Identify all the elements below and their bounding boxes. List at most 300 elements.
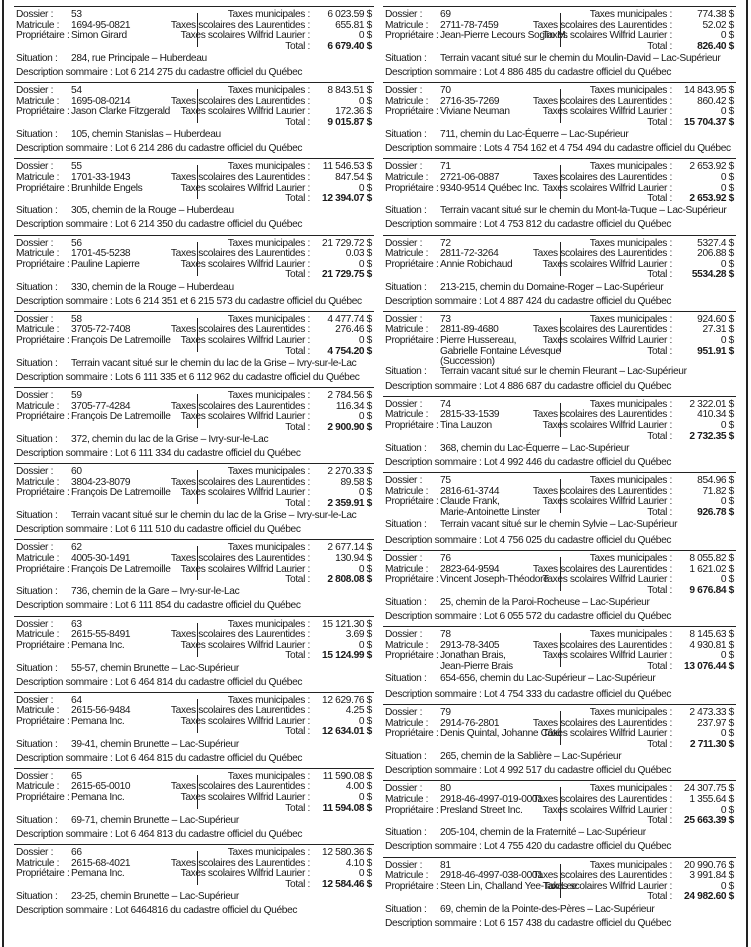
property-info — [16, 696, 130, 728]
total-row — [533, 347, 734, 358]
situation-label: Situation : — [385, 903, 427, 915]
description-label: Description sommaire : — [385, 610, 484, 622]
situation-label: Situation : — [385, 129, 427, 141]
matricule-value: 2811-89-4680 — [440, 324, 499, 336]
proprietaire-label: Propriétaire : — [16, 30, 70, 42]
total-row — [171, 347, 372, 358]
total-label: Total : — [285, 878, 310, 890]
tax-summary — [171, 696, 372, 738]
taxes-wilfrid-label: Taxes scolaires Wilfrid Laurier : — [180, 792, 310, 804]
taxes-laurentides-value: 0 $ — [720, 171, 734, 183]
total-row — [533, 740, 734, 751]
proprietaire-row — [16, 31, 130, 42]
proprietaire-label: Propriétaire : — [385, 182, 439, 194]
tax-summary — [171, 239, 372, 281]
total-value: 13 076.44 $ — [684, 660, 734, 672]
description-row — [385, 842, 671, 853]
owner-name: François De Latremoille — [71, 411, 171, 423]
tax-summary — [533, 476, 734, 518]
taxes-laurentides-value: 410.34 $ — [697, 409, 734, 421]
taxes-municipales-value: 12 580.36 $ — [322, 847, 372, 859]
description-value: Lot 4 992 446 du cadastre officiel du Québec — [483, 456, 672, 468]
taxes-municipales-label: Taxes municipales : — [227, 389, 310, 401]
taxes-municipales-value: 854.96 $ — [697, 474, 734, 486]
proprietaire-value — [440, 497, 540, 518]
property-info — [16, 467, 171, 499]
proprietaire-value — [71, 31, 127, 42]
dossier-value: 56 — [71, 237, 82, 249]
taxes-municipales-value: 8 843.51 $ — [327, 85, 372, 97]
taxes-wilfrid-value: 0 $ — [720, 419, 734, 431]
property-entry — [383, 311, 736, 396]
owner-name: Brunhilde Engels — [71, 182, 143, 194]
taxes-wilfrid-label: Taxes scolaires Wilfrid Laurier : — [542, 728, 672, 740]
matricule-value: 2711-78-7459 — [440, 19, 499, 31]
situation-value: 213-215, chemin du Domaine-Roger – Lac-Supérieur — [440, 281, 664, 293]
taxes-laurentides-row — [533, 173, 734, 184]
situation-label: Situation : — [385, 518, 427, 530]
situation-value: 25, chemin de la Paroi-Rocheuse – Lac-Supérieur — [440, 596, 650, 608]
proprietaire-value — [440, 651, 513, 672]
owner-name: François De Latremoille — [71, 487, 171, 499]
situation-label: Situation : — [385, 205, 427, 217]
situation-value: 284, rue Principale – Huberdeau — [71, 53, 207, 64]
taxes-municipales-label: Taxes municipales : — [227, 237, 310, 249]
property-entry — [383, 780, 736, 856]
owner-name: Jean-Pierre Lecours Sogim M. — [440, 30, 568, 42]
dossier-label: Dossier : — [16, 618, 54, 630]
taxes-wilfrid-label: Taxes scolaires Wilfrid Laurier : — [180, 182, 310, 194]
dossier-label: Dossier : — [385, 629, 423, 641]
matricule-label: Matricule : — [16, 857, 60, 869]
dossier-label: Dossier : — [16, 694, 54, 706]
taxes-laurentides-row — [171, 554, 372, 565]
property-entry — [383, 857, 736, 933]
situation-row — [16, 283, 234, 294]
description-row — [385, 919, 671, 930]
description-label: Description sommaire : — [16, 143, 115, 155]
total-value: 12 394.07 $ — [322, 193, 372, 205]
situation-row — [16, 359, 356, 370]
owner-name: Jason Clarke Fitzgerald — [71, 106, 170, 118]
situation-label: Situation : — [16, 53, 58, 64]
description-row — [16, 144, 302, 155]
total-value: 826.40 $ — [697, 40, 734, 52]
taxes-municipales-label: Taxes municipales : — [589, 474, 672, 486]
matricule-value: 2913-78-3405 — [440, 639, 500, 651]
proprietaire-row — [16, 107, 170, 118]
taxes-laurentides-label: Taxes scolaires des Laurentides : — [170, 19, 310, 31]
matricule-value: 3705-77-4284 — [71, 400, 131, 412]
owner-name: François De Latremoille — [71, 563, 171, 575]
taxes-laurentides-label: Taxes scolaires des Laurentides : — [170, 857, 310, 869]
situation-value: 55-57, chemin Brunette – Lac-Supérieur — [71, 662, 239, 674]
owner-name: Pemana Inc. — [71, 639, 125, 651]
tax-summary — [533, 86, 734, 128]
dossier-label: Dossier : — [16, 9, 54, 20]
matricule-label: Matricule : — [385, 19, 429, 31]
matricule-label: Matricule : — [385, 639, 429, 651]
description-value: Lot 4 992 517 du cadastre officiel du Québec — [483, 765, 672, 777]
description-label: Description sommaire : — [16, 676, 115, 688]
situation-label: Situation : — [385, 281, 427, 293]
tax-summary — [171, 772, 372, 814]
taxes-municipales-label: Taxes municipales : — [227, 313, 310, 325]
situation-label: Situation : — [16, 586, 58, 598]
taxes-municipales-value: 14 843.95 $ — [684, 85, 734, 97]
total-value: 2 808.08 $ — [327, 574, 372, 586]
matricule-value: 2823-64-9594 — [440, 563, 500, 575]
situation-label: Situation : — [16, 814, 58, 826]
taxes-municipales-value: 2 322.01 $ — [689, 398, 734, 410]
total-row — [533, 662, 734, 673]
total-value: 2 900.90 $ — [327, 421, 372, 433]
total-value: 12 584.46 $ — [322, 878, 372, 890]
taxes-laurentides-row — [171, 173, 372, 184]
total-row — [171, 804, 372, 815]
proprietaire-value — [71, 336, 171, 347]
dossier-value: 81 — [440, 859, 451, 871]
situation-label: Situation : — [16, 738, 58, 750]
description-row — [385, 612, 671, 623]
taxes-wilfrid-label: Taxes scolaires Wilfrid Laurier : — [542, 419, 672, 431]
owner-name: Pemana Inc. — [71, 792, 125, 804]
description-label: Description sommaire : — [385, 534, 484, 546]
dossier-value: 66 — [71, 847, 82, 859]
owner-name: 9340-9514 Québec Inc. — [440, 182, 540, 194]
description-label: Description sommaire : — [385, 765, 484, 777]
total-label: Total : — [647, 40, 672, 52]
taxes-wilfrid-value: 0 $ — [720, 804, 734, 816]
taxes-municipales-value: 24 307.75 $ — [684, 783, 734, 795]
description-value: Lot 4 756 025 du cadastre officiel du Québec — [483, 534, 672, 546]
total-value: 2 359.91 $ — [327, 497, 372, 509]
taxes-municipales-label: Taxes municipales : — [589, 85, 672, 97]
owner-name: Steen Lin, Challand Yee-Tak Lee — [440, 880, 577, 892]
proprietaire-row — [16, 260, 140, 271]
tax-summary — [533, 784, 734, 826]
description-row — [385, 144, 731, 155]
proprietaire-row — [16, 869, 130, 880]
matricule-row — [385, 173, 539, 184]
taxes-wilfrid-value: 0 $ — [358, 639, 372, 651]
taxes-wilfrid-label: Taxes scolaires Wilfrid Laurier : — [542, 182, 672, 194]
total-label: Total : — [647, 584, 672, 596]
taxes-wilfrid-label: Taxes scolaires Wilfrid Laurier : — [542, 258, 672, 270]
dossier-value: 60 — [71, 466, 82, 478]
proprietaire-row — [385, 806, 543, 817]
description-row — [385, 536, 671, 547]
property-entry — [383, 6, 736, 82]
owner-name: Pierre Hussereau, — [440, 334, 517, 346]
dossier-value: 63 — [71, 618, 82, 630]
left-column — [2, 0, 376, 947]
matricule-row — [16, 554, 171, 565]
taxes-wilfrid-value: 0 $ — [358, 30, 372, 42]
dossier-value: 69 — [440, 9, 451, 20]
proprietaire-label: Propriétaire : — [16, 792, 70, 804]
proprietaire-value — [71, 717, 124, 728]
property-info — [16, 239, 140, 271]
proprietaire-row — [16, 717, 130, 728]
taxes-laurentides-value: 4.25 $ — [345, 705, 372, 717]
proprietaire-row — [385, 421, 499, 432]
total-label: Total : — [647, 738, 672, 750]
total-value: 21 729.75 $ — [322, 269, 372, 281]
taxes-laurentides-label: Taxes scolaires des Laurentides : — [532, 793, 672, 805]
situation-label: Situation : — [385, 442, 427, 454]
description-value: Lot 6 214 286 du cadastre officiel du Québec — [114, 143, 303, 155]
taxes-municipales-label: Taxes municipales : — [589, 629, 672, 641]
property-info — [16, 10, 130, 42]
taxes-wilfrid-label: Taxes scolaires Wilfrid Laurier : — [180, 258, 310, 270]
proprietaire-label: Propriétaire : — [16, 106, 70, 118]
matricule-label: Matricule : — [16, 476, 60, 488]
dossier-value: 58 — [71, 313, 82, 325]
total-label: Total : — [285, 269, 310, 281]
property-info — [16, 543, 171, 575]
property-entry — [14, 692, 374, 768]
taxes-municipales-label: Taxes municipales : — [227, 847, 310, 859]
description-label: Description sommaire : — [385, 295, 484, 307]
total-value: 12 634.01 $ — [322, 726, 372, 738]
taxes-wilfrid-value: 0 $ — [720, 728, 734, 740]
taxes-laurentides-label: Taxes scolaires des Laurentides : — [170, 95, 310, 107]
property-info — [16, 162, 142, 194]
proprietaire-label: Propriétaire : — [16, 411, 70, 423]
taxes-laurentides-value: 4.00 $ — [345, 781, 372, 793]
situation-label: Situation : — [385, 53, 427, 64]
description-value: Lot 4 754 333 du cadastre officiel du Québec — [483, 689, 672, 701]
total-label: Total : — [647, 815, 672, 827]
dossier-value: 74 — [440, 398, 451, 410]
proprietaire-label: Propriétaire : — [385, 30, 439, 42]
tax-summary — [533, 861, 734, 903]
taxes-municipales-label: Taxes municipales : — [589, 9, 672, 20]
taxes-laurentides-value: 0.03 $ — [345, 248, 372, 260]
situation-row — [385, 206, 726, 217]
total-row — [533, 586, 734, 597]
matricule-label: Matricule : — [385, 95, 429, 107]
property-entry — [14, 311, 374, 387]
matricule-value: 2918-46-4997-019-0001 — [440, 793, 543, 805]
total-row — [533, 508, 734, 519]
property-info — [16, 772, 130, 804]
proprietaire-label: Propriétaire : — [385, 496, 439, 508]
dossier-label: Dossier : — [385, 552, 423, 564]
matricule-row — [385, 795, 543, 806]
total-value: 9 015.87 $ — [327, 116, 372, 128]
situation-row — [385, 367, 687, 378]
situation-value: 736, chemin de la Gare – Ivry-sur-le-Lac — [71, 586, 240, 598]
situation-value: 69-71, chemin Brunette – Lac-Supérieur — [71, 814, 239, 826]
taxes-municipales-value: 2 784.56 $ — [327, 389, 372, 401]
dossier-value: 64 — [71, 694, 82, 706]
description-row — [16, 449, 301, 460]
matricule-value: 2918-46-4997-038-0001 — [440, 870, 543, 882]
taxes-municipales-label: Taxes municipales : — [589, 783, 672, 795]
property-entry — [14, 844, 374, 920]
taxes-laurentides-value: 71.82 $ — [702, 485, 734, 497]
tax-summary — [533, 162, 734, 204]
dossier-row — [16, 10, 130, 21]
taxes-laurentides-value: 89.58 $ — [340, 476, 372, 488]
taxes-municipales-value: 2 677.14 $ — [327, 542, 372, 554]
description-label: Description sommaire : — [385, 219, 484, 231]
situation-row — [16, 892, 239, 903]
situation-value: 23-25, chemin Brunette – Lac-Supérieur — [71, 891, 239, 903]
total-value: 11 594.08 $ — [322, 802, 372, 814]
taxes-municipales-label: Taxes municipales : — [589, 237, 672, 249]
proprietaire-row — [16, 565, 171, 576]
taxes-laurentides-label: Taxes scolaires des Laurentides : — [170, 400, 310, 412]
taxes-wilfrid-label: Taxes scolaires Wilfrid Laurier : — [180, 487, 310, 499]
tax-summary — [171, 543, 372, 585]
taxes-laurentides-label: Taxes scolaires des Laurentides : — [532, 95, 672, 107]
situation-value: 105, chemin Stanislas – Huberdeau — [71, 129, 221, 141]
total-row — [171, 194, 372, 205]
taxes-municipales-row — [171, 391, 372, 402]
matricule-value: 3804-23-8079 — [71, 476, 131, 488]
taxes-municipales-label: Taxes municipales : — [227, 618, 310, 630]
matricule-label: Matricule : — [16, 248, 60, 260]
proprietaire-row — [385, 497, 540, 518]
taxes-laurentides-value: 4.10 $ — [345, 857, 372, 869]
dossier-value: 55 — [71, 161, 82, 173]
matricule-row — [16, 173, 142, 184]
dossier-row — [385, 476, 540, 487]
total-value: 15 124.99 $ — [322, 650, 372, 662]
taxes-laurentides-label: Taxes scolaires des Laurentides : — [170, 476, 310, 488]
tax-summary — [533, 10, 734, 52]
situation-label: Situation : — [16, 281, 58, 293]
situation-row — [385, 283, 663, 294]
matricule-value: 2815-33-1539 — [440, 409, 500, 421]
taxes-municipales-label: Taxes municipales : — [227, 770, 310, 782]
property-entry — [383, 396, 736, 472]
owner-name: Simon Girard — [71, 30, 127, 42]
dossier-label: Dossier : — [16, 542, 54, 554]
taxes-municipales-label: Taxes municipales : — [227, 161, 310, 173]
situation-row — [385, 130, 628, 141]
taxes-wilfrid-value: 0 $ — [720, 496, 734, 508]
total-value: 6 679.40 $ — [327, 40, 372, 52]
proprietaire-value — [440, 260, 512, 271]
description-value: Lot 6 464 815 du cadastre officiel du Québec — [114, 752, 303, 764]
total-label: Total : — [285, 726, 310, 738]
proprietaire-label: Propriétaire : — [385, 650, 439, 662]
taxes-municipales-label: Taxes municipales : — [589, 859, 672, 871]
dossier-value: 54 — [71, 85, 82, 97]
situation-row — [16, 587, 239, 598]
situation-row — [385, 54, 720, 65]
situation-value: Terrain vacant situé sur le chemin du Mont-la-Tuque – Lac-Supérieur — [440, 205, 727, 217]
proprietaire-value — [71, 412, 171, 423]
tax-summary — [533, 630, 734, 672]
matricule-label: Matricule : — [16, 705, 60, 717]
total-label: Total : — [285, 650, 310, 662]
proprietaire-value — [71, 869, 124, 880]
situation-value: 372, chemin du lac de la Grise – Ivry-sur-le-Lac — [71, 433, 269, 445]
situation-row — [16, 816, 239, 827]
proprietaire-label: Propriétaire : — [16, 639, 70, 651]
total-row — [533, 118, 734, 129]
proprietaire-value — [71, 107, 170, 118]
dossier-label: Dossier : — [16, 847, 54, 859]
description-row — [16, 678, 302, 689]
taxes-municipales-label: Taxes municipales : — [227, 466, 310, 478]
taxes-wilfrid-value: 0 $ — [358, 715, 372, 727]
taxes-wilfrid-value: 172.36 $ — [335, 106, 372, 118]
taxes-municipales-label: Taxes municipales : — [227, 542, 310, 554]
taxes-laurentides-value: 655.81 $ — [335, 19, 372, 31]
taxes-wilfrid-value: 0 $ — [358, 792, 372, 804]
taxes-laurentides-label: Taxes scolaires des Laurentides : — [532, 717, 672, 729]
description-row — [16, 220, 302, 231]
proprietaire-row — [385, 107, 510, 118]
property-info — [385, 554, 548, 586]
dossier-label: Dossier : — [385, 161, 423, 173]
description-label: Description sommaire : — [385, 67, 484, 78]
total-value: 2 711.30 $ — [689, 738, 734, 750]
description-label: Description sommaire : — [385, 380, 484, 392]
total-label: Total : — [285, 802, 310, 814]
proprietaire-row — [385, 651, 513, 672]
total-row — [171, 118, 372, 129]
situation-row — [385, 828, 646, 839]
taxes-municipales-label: Taxes municipales : — [589, 313, 672, 325]
tax-summary — [171, 10, 372, 52]
taxes-municipales-label: Taxes municipales : — [589, 707, 672, 719]
tax-summary — [171, 315, 372, 357]
taxes-wilfrid-label: Taxes scolaires Wilfrid Laurier : — [542, 804, 672, 816]
tax-summary — [171, 848, 372, 890]
property-info — [385, 239, 512, 271]
total-label: Total : — [647, 116, 672, 128]
property-entry — [14, 768, 374, 844]
taxes-laurentides-row — [533, 795, 734, 806]
total-value: 15 704.37 $ — [684, 116, 734, 128]
proprietaire-value — [71, 565, 171, 576]
taxes-laurentides-label: Taxes scolaires des Laurentides : — [532, 248, 672, 260]
proprietaire-row — [16, 184, 142, 195]
description-label: Description sommaire : — [16, 752, 115, 764]
situation-label: Situation : — [16, 510, 58, 522]
description-value: Lot 4 887 424 du cadastre officiel du Québec — [483, 295, 672, 307]
total-label: Total : — [647, 430, 672, 442]
dossier-value: 65 — [71, 770, 82, 782]
proprietaire-value — [71, 488, 171, 499]
total-row — [171, 880, 372, 891]
total-row — [171, 270, 372, 281]
taxes-municipales-label: Taxes municipales : — [227, 85, 310, 97]
taxes-wilfrid-label: Taxes scolaires Wilfrid Laurier : — [180, 106, 310, 118]
description-row — [385, 766, 671, 777]
proprietaire-label: Propriétaire : — [385, 419, 439, 431]
dossier-value: 71 — [440, 161, 451, 173]
taxes-municipales-value: 5327.4 $ — [697, 237, 734, 249]
description-row — [16, 525, 301, 536]
description-row — [385, 458, 671, 469]
dossier-label: Dossier : — [385, 398, 423, 410]
taxes-wilfrid-value: 0 $ — [358, 182, 372, 194]
description-label: Description sommaire : — [16, 905, 115, 917]
owner-name: (Succession) — [440, 356, 495, 368]
taxes-laurentides-value: 52.02 $ — [702, 19, 734, 31]
situation-value: Terrain vacant situé sur le chemin du lac de la Grise – Ivry-sur-le-Lac — [71, 357, 357, 369]
situation-value: 69, chemin de la Pointe-des-Pères – Lac-Supérieur — [440, 903, 655, 915]
taxes-laurentides-value: 276.46 $ — [335, 324, 372, 336]
